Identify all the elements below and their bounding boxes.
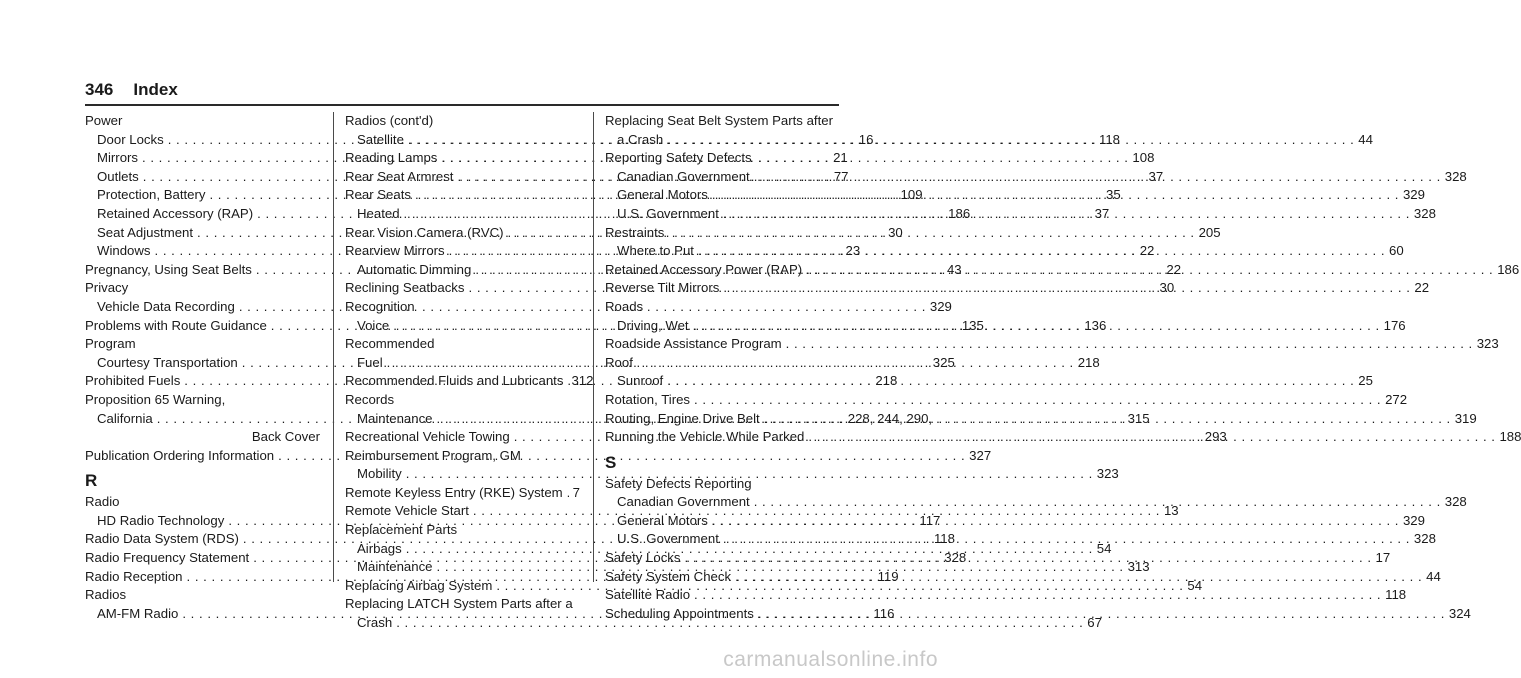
index-term: Reverse Tilt Mirrors <box>605 280 720 296</box>
page-reference: 329 <box>1402 187 1425 203</box>
index-term: Problems with Route Guidance <box>85 317 267 333</box>
dot-leader <box>786 335 1473 354</box>
index-heading-text: Program <box>85 336 136 352</box>
watermark: carmanualsonline.info <box>723 648 938 671</box>
page-reference: 35 <box>1106 187 1121 203</box>
dot-leader <box>754 493 1441 512</box>
index-term: Rear Seats <box>345 187 411 203</box>
dot-leader <box>693 317 1380 336</box>
page-reference: 272 <box>1385 391 1408 407</box>
index-term: Radio Reception <box>85 568 183 584</box>
index-heading <box>345 335 580 354</box>
index-term: Crash <box>357 615 393 631</box>
dot-leader <box>694 586 1381 605</box>
page-reference: 327 <box>969 447 992 463</box>
column-divider <box>593 112 594 582</box>
page-reference: 116 <box>873 605 895 621</box>
index-term: Canadian Government <box>617 494 750 510</box>
page-reference: 30 <box>1159 280 1175 296</box>
index-term: General Motors <box>617 512 708 528</box>
page-reference: 328 <box>1444 494 1467 510</box>
index-heading-text: Privacy <box>85 280 129 296</box>
index-heading <box>345 298 580 317</box>
column-divider <box>333 112 334 582</box>
dot-leader <box>667 372 1354 391</box>
index-term: Safety System Check <box>605 568 732 584</box>
index-term: Satellite Radio <box>605 587 691 603</box>
page-reference: 77 <box>833 168 849 184</box>
page-reference: 22 <box>1139 243 1155 259</box>
page-reference: 118 <box>933 531 955 547</box>
dot-leader <box>723 205 1410 224</box>
page-reference: 325 <box>932 354 955 370</box>
page-reference: 218 <box>1077 354 1100 370</box>
index-term: Prohibited Fuels <box>85 373 181 389</box>
page-reference: 54 <box>1096 540 1112 556</box>
index-heading <box>605 149 840 168</box>
dot-leader <box>764 410 1451 429</box>
page-reference: 188 <box>1499 429 1521 445</box>
index-term: Running the Vehicle While Parked <box>605 429 805 445</box>
section-letter: S <box>605 452 617 472</box>
dot-leader <box>723 530 1410 549</box>
page-reference: Back Cover <box>251 429 320 445</box>
page-reference: 329 <box>1402 512 1425 528</box>
index-term: Outlets <box>97 168 139 184</box>
page-reference: 117 <box>919 512 941 528</box>
page-reference: 37 <box>1094 205 1110 221</box>
index-term: Courtesy Transportation <box>97 354 238 370</box>
header-rule <box>85 104 839 106</box>
index-term: Windows <box>97 243 151 259</box>
index-term: Voice <box>357 317 390 333</box>
index-heading <box>605 112 840 131</box>
index-term: Remote Keyless Entry (RKE) System <box>345 484 563 500</box>
index-term: Roadside Assistance Program <box>605 336 782 352</box>
index-term: General Motors <box>617 187 708 203</box>
page-reference: 118 <box>1098 131 1120 147</box>
dot-leader <box>698 242 1385 261</box>
page-reference: 25 <box>1358 373 1373 389</box>
page-reference: 21 <box>833 150 848 166</box>
dot-leader <box>723 279 1410 298</box>
index-term: Sunroof <box>617 373 664 389</box>
page-title: Index <box>133 80 178 99</box>
index-term: California <box>97 410 153 426</box>
index-entry <box>345 484 580 503</box>
page-reference: 44 <box>1358 131 1373 147</box>
page-reference: 22 <box>1166 261 1182 277</box>
index-heading <box>85 493 320 512</box>
index-entry <box>605 586 1407 605</box>
index-continuation <box>85 428 320 447</box>
index-heading <box>605 475 840 494</box>
index-heading <box>605 354 840 373</box>
page-reference: 313 <box>1127 559 1150 575</box>
index-term: a Crash <box>617 131 664 147</box>
page-reference: 17 <box>1375 550 1391 566</box>
page-reference: 43 <box>946 261 962 277</box>
index-heading-text: Roof <box>605 354 633 370</box>
index-term: Door Locks <box>97 131 164 147</box>
page-reference: 13 <box>1163 503 1179 519</box>
page-reference: 228, 244, 290, <box>847 410 933 426</box>
page-reference: 22 <box>1414 280 1430 296</box>
index-term: Remote Vehicle Start <box>345 503 469 519</box>
index-term: Heated <box>357 205 400 221</box>
index-heading <box>85 279 320 298</box>
page-header <box>85 80 178 106</box>
page-reference: 186 <box>948 205 971 221</box>
page-reference: 176 <box>1383 317 1406 333</box>
page-reference: 328 <box>944 550 967 566</box>
page-reference: 324 <box>1448 605 1471 621</box>
index-heading-text: Radios <box>85 587 127 603</box>
index-heading <box>345 521 580 540</box>
index-term: Maintenance <box>357 410 433 426</box>
index-heading <box>345 447 580 466</box>
index-heading-text: Roads <box>605 298 644 314</box>
dot-leader <box>712 186 1399 205</box>
index-term: Retained Accessory (RAP) <box>97 205 254 221</box>
page-reference: 328 <box>1444 168 1467 184</box>
index-term: Recreational Vehicle Towing <box>345 429 510 445</box>
page-reference: 7 <box>572 484 580 500</box>
dot-leader <box>667 131 1354 150</box>
index-term: Where to Put <box>617 243 694 259</box>
page-reference: 136 <box>1084 317 1107 333</box>
page-reference: 119 <box>877 568 899 584</box>
page-reference: 319 <box>1454 410 1477 426</box>
index-term: Canadian Government <box>617 168 750 184</box>
index-heading-text: Replacement Parts <box>345 522 458 538</box>
index-term: Recommended Fluids and Lubricants <box>345 373 564 389</box>
dot-leader <box>694 391 1381 410</box>
index-heading-text: Radio <box>85 494 120 510</box>
dot-leader <box>754 168 1441 187</box>
index-term: Protection, Battery <box>97 187 206 203</box>
index-term: Airbags <box>357 540 402 556</box>
index-term: Automatic Dimming <box>357 261 472 277</box>
page-reference: 312 <box>571 373 594 389</box>
index-term: Maintenance <box>357 559 433 575</box>
index-term: Publication Ordering Information <box>85 447 275 463</box>
index-heading-text: Safety Defects Reporting <box>605 475 752 491</box>
index-heading-text: Power <box>85 113 123 128</box>
index-term: Replacing Airbag System <box>345 577 493 593</box>
index-term: HD Radio Technology <box>97 512 225 528</box>
index-heading <box>85 112 320 131</box>
index-term: Rotation, Tires <box>605 391 691 407</box>
index-heading-text: Reporting Safety Defects <box>605 150 752 166</box>
index-heading <box>605 298 840 317</box>
index-heading-text: Reimbursement Program, GM <box>345 447 521 463</box>
index-heading <box>345 112 580 131</box>
index-term: Seat Adjustment <box>97 224 194 240</box>
page-reference: 44 <box>1426 568 1441 584</box>
page-reference: 54 <box>1187 577 1203 593</box>
index-entry <box>605 335 1499 354</box>
index-heading <box>605 224 840 243</box>
index-heading <box>85 335 320 354</box>
index-heading-text: Restraints <box>605 224 665 240</box>
page-reference: 328 <box>1413 205 1436 221</box>
index-term: Routing, Engine Drive Belt <box>605 410 760 426</box>
index-term: Satellite <box>357 131 404 147</box>
index-heading <box>345 391 580 410</box>
index-term: Fuel <box>357 354 383 370</box>
dot-leader <box>806 261 1493 280</box>
dot-leader <box>712 512 1399 531</box>
index-term: Rearview Mirrors <box>345 243 445 259</box>
page-reference: 67 <box>1087 615 1102 631</box>
index-heading-text: Replacing LATCH System Parts after a <box>345 596 573 612</box>
index-heading-text: Proposition 65 Warning, <box>85 391 226 407</box>
index-term: Radio Data System (RDS) <box>85 531 239 547</box>
dot-leader <box>735 568 1422 587</box>
page-reference: 109 <box>900 187 923 203</box>
index-term: U.S. Government <box>617 531 719 547</box>
index-heading-text: Replacing Seat Belt System Parts after <box>605 113 833 128</box>
index-term: Pregnancy, Using Seat Belts <box>85 261 252 277</box>
index-heading-text: Records <box>345 391 395 407</box>
index-term: U.S. Government <box>617 205 719 221</box>
dot-leader <box>808 428 1495 447</box>
index-term: Retained Accessory Power (RAP) <box>605 261 803 277</box>
page-reference: 16 <box>858 131 874 147</box>
index-term: Scheduling Appointments <box>605 605 754 621</box>
page-reference: 23 <box>845 243 861 259</box>
page-reference: 30 <box>888 224 903 240</box>
index-heading-text: Recommended <box>345 336 435 352</box>
index-term: Rear Seat Armrest <box>345 168 454 184</box>
page-reference: 60 <box>1389 243 1404 259</box>
index-term: Driving, Wet <box>617 317 689 333</box>
section-letter: R <box>85 471 98 491</box>
index-term: Reading Lamps <box>345 150 438 166</box>
page-reference: 218 <box>875 373 898 389</box>
page-reference: 293 <box>1204 429 1227 445</box>
page-reference: 135 <box>961 317 984 333</box>
index-term: Radio Frequency Statement <box>85 550 250 566</box>
page-reference: 108 <box>1132 150 1155 166</box>
index-heading-text: Recognition <box>345 298 415 314</box>
index-heading-text: Radios (cont'd) <box>345 113 434 128</box>
page-reference: 323 <box>1096 466 1119 482</box>
index-subentry <box>345 614 1102 633</box>
index-term: Vehicle Data Recording <box>97 298 235 314</box>
page-reference: 37 <box>1148 168 1164 184</box>
dot-leader <box>567 484 569 503</box>
index-entry <box>605 391 1408 410</box>
index-entry <box>345 372 594 391</box>
dot-leader <box>685 549 1372 568</box>
page-reference: 315 <box>1127 410 1150 426</box>
index-term: Mobility <box>357 466 402 482</box>
page-reference: 118 <box>1385 587 1407 603</box>
index-term: Rear Vision Camera (RVC) <box>345 224 504 240</box>
index-term: AM-FM Radio <box>97 605 179 621</box>
page-reference: 329 <box>929 298 952 314</box>
page-number: 346 <box>85 80 114 99</box>
page-reference: 205 <box>1198 224 1221 240</box>
dot-leader <box>758 605 1445 624</box>
index-term: Reclining Seatbacks <box>345 280 465 296</box>
page-reference: 328 <box>1413 531 1436 547</box>
index-heading <box>85 586 320 605</box>
index-heading <box>345 595 580 614</box>
index-term: Mirrors <box>97 150 139 166</box>
index-term: Safety Locks <box>605 550 681 566</box>
page-reference: 323 <box>1476 336 1499 352</box>
index-heading <box>85 391 320 410</box>
page-reference: 186 <box>1497 261 1520 277</box>
